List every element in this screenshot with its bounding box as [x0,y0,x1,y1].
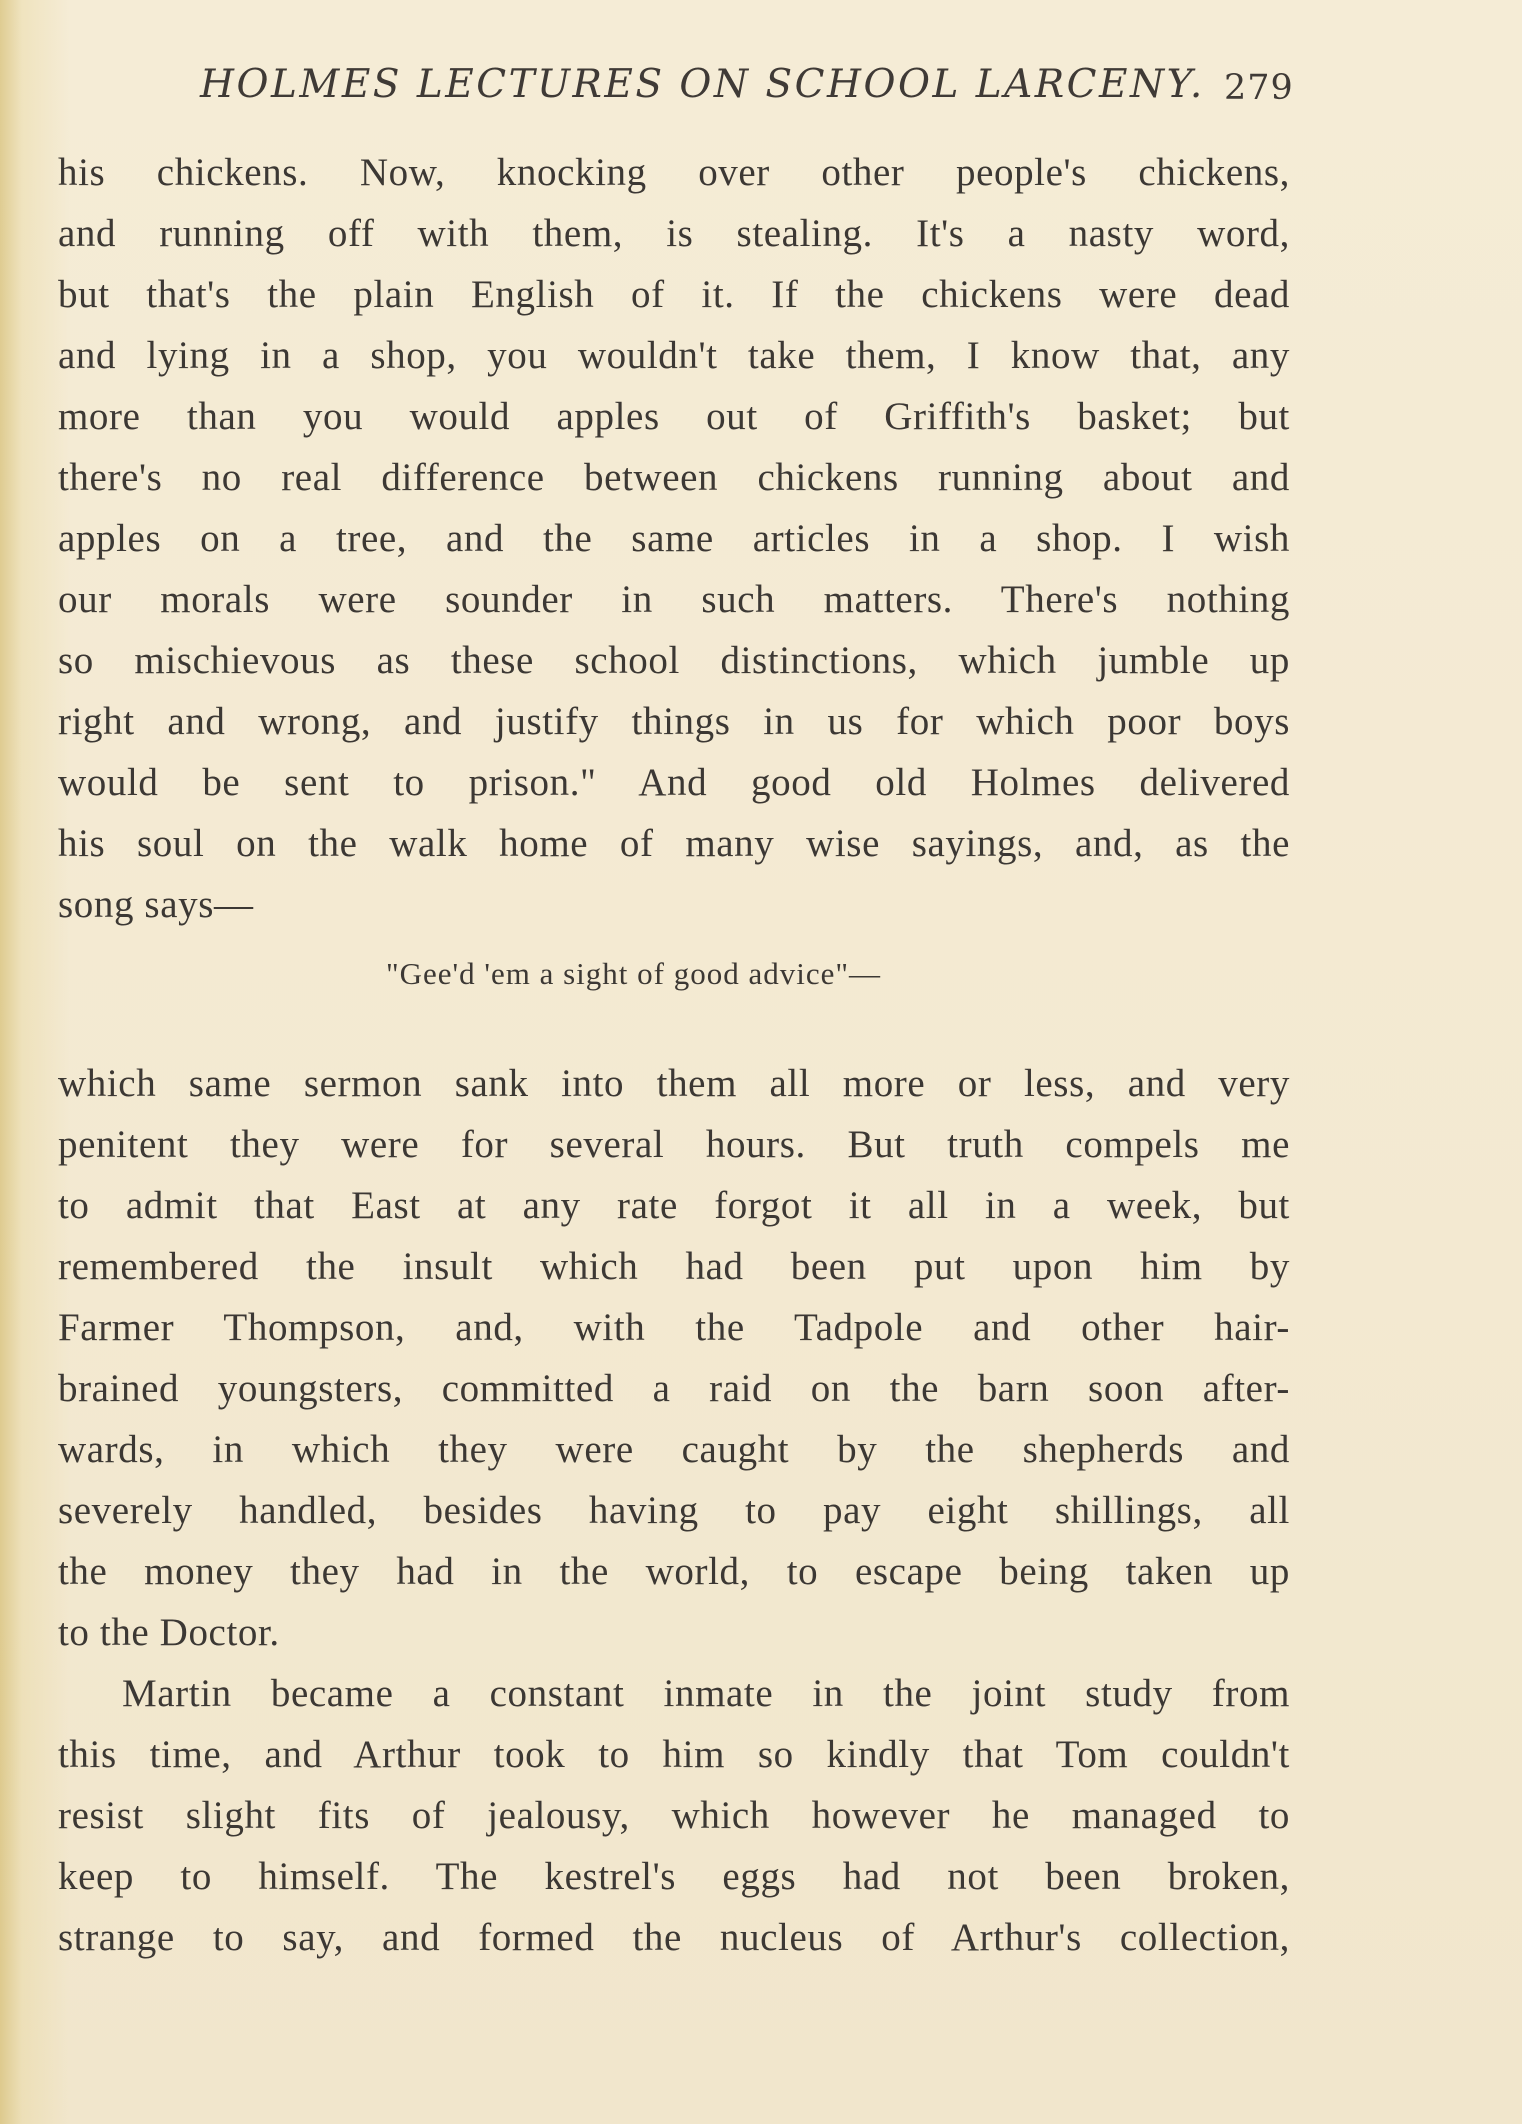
text-line: remembered the insult which had been put upon him by [58,1245,1290,1288]
text-line: song says— [58,883,254,926]
text-line: Farmer Thompson, and, with the Tadpole and other hair- [58,1306,1290,1349]
text-line: his soul on the walk home of many wise sayings, and, as the [58,822,1290,865]
text-line: this time, and Arthur took to him so kindly that Tom couldn't [58,1733,1290,1776]
text-line: there's no real difference between chickens running about and [58,456,1290,499]
text-line: and lying in a shop, you wouldn't take them, I know that, any [58,334,1290,377]
text-line: the money they had in the world, to escape being taken up [58,1550,1290,1593]
text-line: more than you would apples out of Griffith's basket; but [58,395,1290,438]
text-line: to the Doctor. [58,1611,280,1654]
text-line: Martin became a constant inmate in the joint study from [122,1672,1290,1715]
text-line: keep to himself. The kestrel's eggs had not been broken, [58,1855,1290,1898]
text-line: wards, in which they were caught by the shepherds and [58,1428,1290,1471]
text-line: right and wrong, and justify things in us for which poor boys [58,700,1290,743]
text-line: to admit that East at any rate forgot it all in a week, but [58,1184,1290,1227]
running-head: HOLMES LECTURES ON SCHOOL LARCENY. [200,62,1205,107]
text-line: his chickens. Now, knocking over other people's chickens, [58,151,1290,194]
text-line: so mischievous as these school distinctions, which jumble up [58,639,1290,682]
text-line: which same sermon sank into them all more or less, and very [58,1062,1290,1105]
text-line: our morals were sounder in such matters. There's nothing [58,578,1290,621]
text-line: penitent they were for several hours. But truth compels me [58,1123,1290,1166]
page-number: 279 [1224,68,1294,108]
verse-quotation: "Gee'd 'em a sight of good advice"— [386,956,882,991]
text-line: but that's the plain English of it. If the chickens were dead [58,273,1290,316]
text-line: would be sent to prison." And good old Holmes delivered [58,761,1290,804]
text-line: brained youngsters, committed a raid on the barn soon after- [58,1367,1290,1410]
text-line: resist slight fits of jealousy, which however he managed to [58,1794,1290,1837]
text-line: and running off with them, is stealing. It's a nasty word, [58,212,1290,255]
text-line: apples on a tree, and the same articles in a shop. I wish [58,517,1290,560]
text-line: strange to say, and formed the nucleus of Arthur's collection, [58,1916,1290,1959]
text-line: severely handled, besides having to pay eight shillings, all [58,1489,1290,1532]
